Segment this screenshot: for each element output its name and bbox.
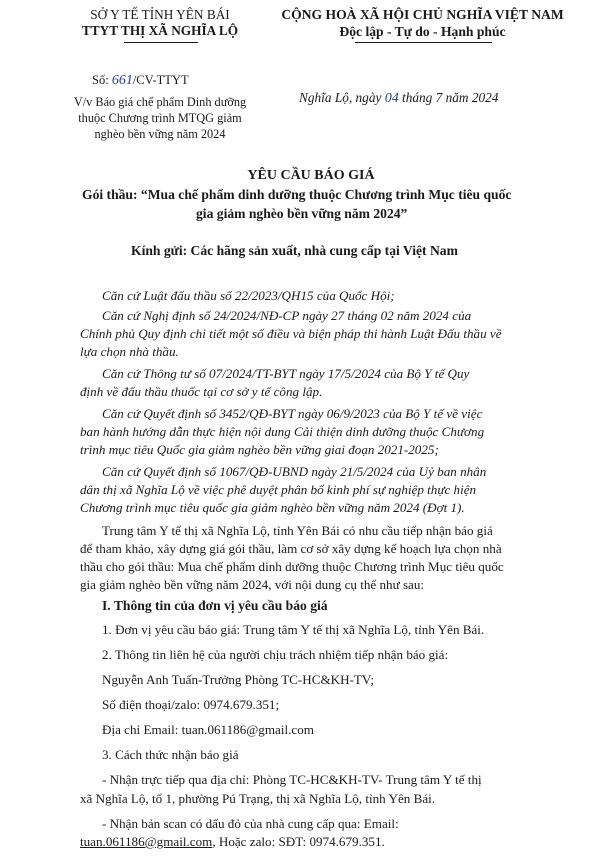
doc-number-suffix: /CV-TTYT <box>132 73 189 87</box>
doc-number-handwritten: 661 <box>111 73 133 88</box>
date-day-handwritten: 04 <box>384 91 399 106</box>
scan-delivery-rest: , Hoặc zalo: SĐT: 0974.679.351. <box>212 834 385 849</box>
motto-underline <box>355 42 492 43</box>
doc-summary-line-3: nghèo bền vững năm 2024 <box>94 127 226 141</box>
package-line-1: Gói thầu: “Mua chế phẩm dinh dưỡng thuộc Chương trình Mục tiêu quốc <box>82 187 512 202</box>
basis-3-line-1: Căn cứ Thông tư số 07/2024/TT-BYT ngày 17/5/2024 của Bộ Y tế Quy <box>102 366 470 381</box>
date-suffix: tháng 7 năm 2024 <box>398 90 499 105</box>
scan-delivery-line-2 <box>80 834 385 850</box>
org-line-2: TTYT THỊ XÃ NGHĨA LỘ <box>81 23 239 38</box>
direct-delivery-line-1: - Nhận trực tiếp qua địa chỉ: Phòng TC-HC&KH-TV- Trung tâm Y tế thị <box>102 772 482 787</box>
section-1-heading: I. Thông tin của đơn vị yêu cầu báo giá <box>102 598 328 613</box>
intro-line-2: để tham khảo, xây dựng giá gói thầu, làm cơ sở xây dựng kế hoạch lựa chọn nhà <box>80 541 502 556</box>
date-prefix: Nghĩa Lộ, ngày <box>299 90 385 105</box>
package-line-2: gia giảm nghèo bền vững năm 2024” <box>196 206 408 221</box>
scan-delivery-line-1: - Nhận bản scan có dấu đỏ của nhà cung cấp qua: Email: <box>102 816 399 831</box>
basis-5-line-2: dân thị xã Nghĩa Lộ về việc phê duyệt phân bổ kinh phí sự nghiệp thực hiện <box>80 482 477 497</box>
basis-5-line-1: Căn cứ Quyết định số 1067/QĐ-UBND ngày 21/5/2024 của Uỷ ban nhân <box>102 464 487 479</box>
contact-name: Nguyễn Anh Tuấn-Trưởng Phòng TC-HC&KH-TV; <box>102 672 375 687</box>
basis-2-line-1: Căn cứ Nghị định số 24/2024/NĐ-CP ngày 27 tháng 02 năm 2024 của <box>102 308 472 323</box>
basis-4-line-3: trình mục tiêu Quốc gia giảm nghèo bền vững giai đoạn 2021-2025; <box>80 442 439 457</box>
nation-title: CỘNG HOÀ XÃ HỘI CHỦ NGHĨA VIỆT NAM <box>281 7 564 22</box>
basis-4-line-1: Căn cứ Quyết định số 3452/QĐ-BYT ngày 06/9/2023 của Bộ Y tế về việc <box>102 406 483 421</box>
intro-line-1: Trung tâm Y tế thị xã Nghĩa Lộ, tỉnh Yên Bái có nhu cầu tiếp nhận báo giá <box>102 523 493 538</box>
recipient-line: Kính gửi: Các hãng sản xuất, nhà cung cấp tại Việt Nam <box>131 243 458 258</box>
basis-2-line-2: Chính phủ Quy định chi tiết một số điều và biện pháp thi hành Luật Đấu thầu về <box>80 326 502 341</box>
place-date <box>299 90 498 107</box>
section-1-item-3: 3. Cách thức nhận báo giá <box>102 747 239 762</box>
basis-4-line-2: ban hành hướng dẫn thực hiện nội dung Cải thiện dinh dưỡng thuộc Chương <box>80 424 485 439</box>
basis-5-line-3: Chương trình mục tiêu quốc gia giảm nghèo bền vững năm 2024 (Đợt 1). <box>80 500 465 515</box>
nation-motto: Độc lập - Tự do - Hạnh phúc <box>339 24 506 39</box>
scan-email-link[interactable]: tuan.061186@gmail.com <box>80 834 213 849</box>
section-1-item-1: 1. Đơn vị yêu cầu báo giá: Trung tâm Y tế thị xã Nghĩa Lộ, tỉnh Yên Bái. <box>102 622 485 637</box>
doc-number <box>92 73 189 89</box>
contact-phone: Số điện thoại/zalo: 0974.679.351; <box>102 697 280 712</box>
basis-2-line-3: lựa chọn nhà thầu. <box>80 344 179 359</box>
direct-delivery-line-2: xã Nghĩa Lộ, tổ 1, phường Pú Trạng, thị xã Nghĩa Lộ, tỉnh Yên Bái. <box>80 791 436 806</box>
section-1-item-2: 2. Thông tin liên hệ của người chịu trách nhiệm tiếp nhận báo giá: <box>102 647 449 662</box>
doc-summary-line-2: thuộc Chương trình MTQG giảm <box>78 111 242 125</box>
intro-line-3: thầu cho gói thầu: Mua chế phẩm dinh dưỡng thuộc Chương trình Mục tiêu quốc <box>80 559 504 574</box>
basis-3-line-2: định về đấu thầu thuốc tại cơ sở y tế công lập. <box>80 384 323 399</box>
basis-1: Căn cứ Luật đấu thầu số 22/2023/QH15 của Quốc Hội; <box>102 288 395 303</box>
intro-line-4: gia giảm nghèo bền vững năm 2024, với nội dung cụ thể như sau: <box>80 577 425 592</box>
org-underline <box>124 42 198 43</box>
org-line-1: SỞ Y TẾ TỈNH YÊN BÁI <box>90 7 230 22</box>
contact-email: Địa chỉ Email: tuan.061186@gmail.com <box>102 722 314 737</box>
doc-number-prefix: Số: <box>92 73 112 87</box>
document-title: YÊU CẦU BÁO GIÁ <box>247 168 375 183</box>
doc-summary-line-1: V/v Báo giá chế phẩm Dinh dưỡng <box>73 95 247 109</box>
